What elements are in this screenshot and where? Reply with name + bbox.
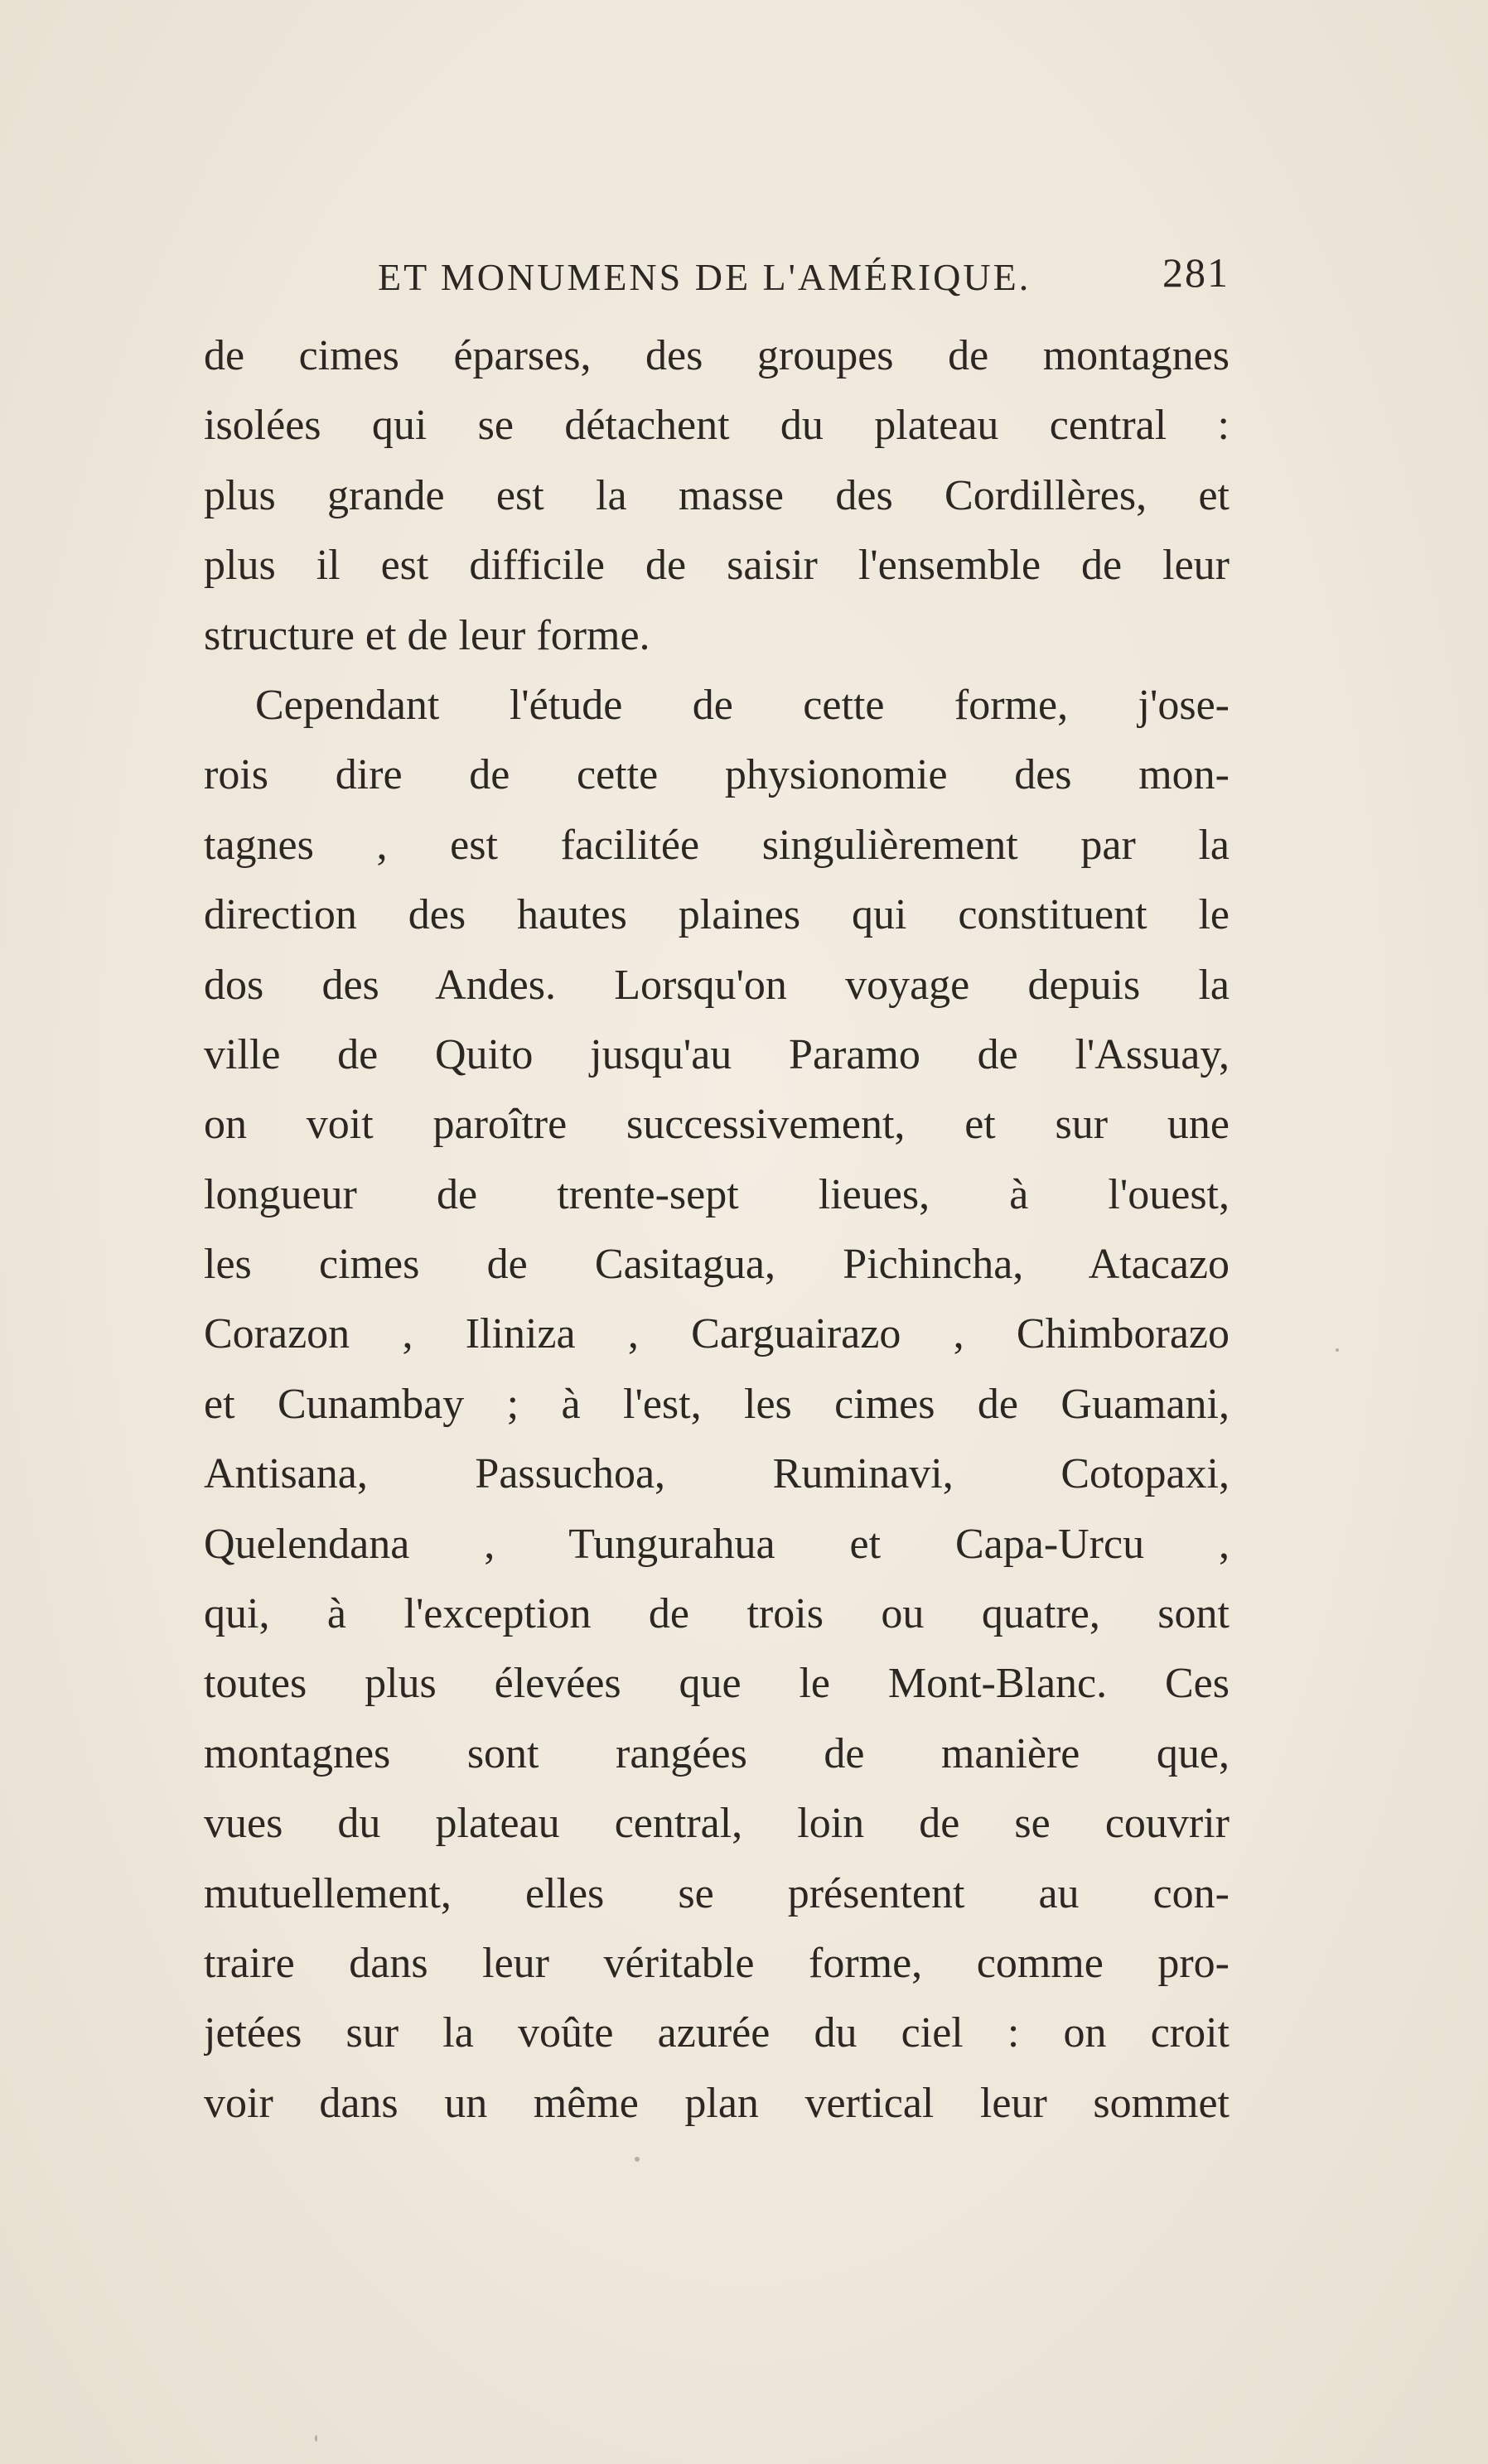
text-line: dos des Andes. Lorsqu'on voyage depuis la	[204, 961, 1230, 1009]
text-line: vues du plateau central, loin de se couvrir	[204, 1800, 1230, 1848]
text-line: direction des hautes plaines qui constituent le	[204, 891, 1230, 939]
text-line: voir dans un même plan vertical leur sommet	[204, 2079, 1230, 2127]
paper-speck	[1336, 1348, 1339, 1352]
text-line: de cimes éparses, des groupes de montagnes	[204, 332, 1230, 379]
text-line: et Cunambay ; à l'est, les cimes de Guamani,	[204, 1380, 1230, 1428]
text-line: les cimes de Casitagua, Pichincha, Atacazo	[204, 1241, 1230, 1289]
text-line: Corazon , Iliniza , Carguairazo , Chimborazo	[204, 1310, 1230, 1358]
paper-speck	[315, 2435, 317, 2442]
text-line: structure et de leur forme.	[204, 611, 650, 659]
text-line: qui, à l'exception de trois ou quatre, sont	[204, 1590, 1230, 1638]
text-line: rois dire de cette physionomie des mon-	[204, 751, 1230, 799]
text-line: mutuellement, elles se présentent au con-	[204, 1869, 1230, 1917]
text-line: plus grande est la masse des Cordillères, et	[204, 471, 1230, 519]
text-line: tagnes , est facilitée singulièrement par la	[204, 821, 1230, 869]
text-line: on voit paroître successivement, et sur une	[204, 1101, 1230, 1149]
text-line: ville de Quito jusqu'au Paramo de l'Assuay,	[204, 1030, 1230, 1078]
text-line: plus il est difficile de saisir l'ensemble de leur	[204, 542, 1230, 590]
text-line: traire dans leur véritable forme, comme pro-	[204, 1939, 1230, 1987]
page-number: 281	[1162, 249, 1230, 296]
running-title: ET MONUMENS DE L'AMÉRIQUE.	[378, 256, 1031, 298]
text-line: toutes plus élevées que le Mont-Blanc. Ces	[204, 1660, 1230, 1708]
text-line: montagnes sont rangées de manière que,	[204, 1729, 1230, 1777]
text-line: isolées qui se détachent du plateau central :	[204, 402, 1230, 450]
text-line: Antisana, Passuchoa, Ruminavi, Cotopaxi,	[204, 1450, 1230, 1498]
text-line: jetées sur la voûte azurée du ciel : on croit	[204, 2009, 1230, 2057]
body-text	[204, 321, 1230, 2139]
text-line: Cependant l'étude de cette forme, j'ose-	[255, 681, 1230, 729]
text-line: longueur de trente-sept lieues, à l'ouest,	[204, 1170, 1230, 1218]
running-head	[204, 248, 1230, 298]
paper-speck	[635, 2157, 640, 2162]
text-line: Quelendana , Tungurahua et Capa-Urcu ,	[204, 1520, 1230, 1568]
